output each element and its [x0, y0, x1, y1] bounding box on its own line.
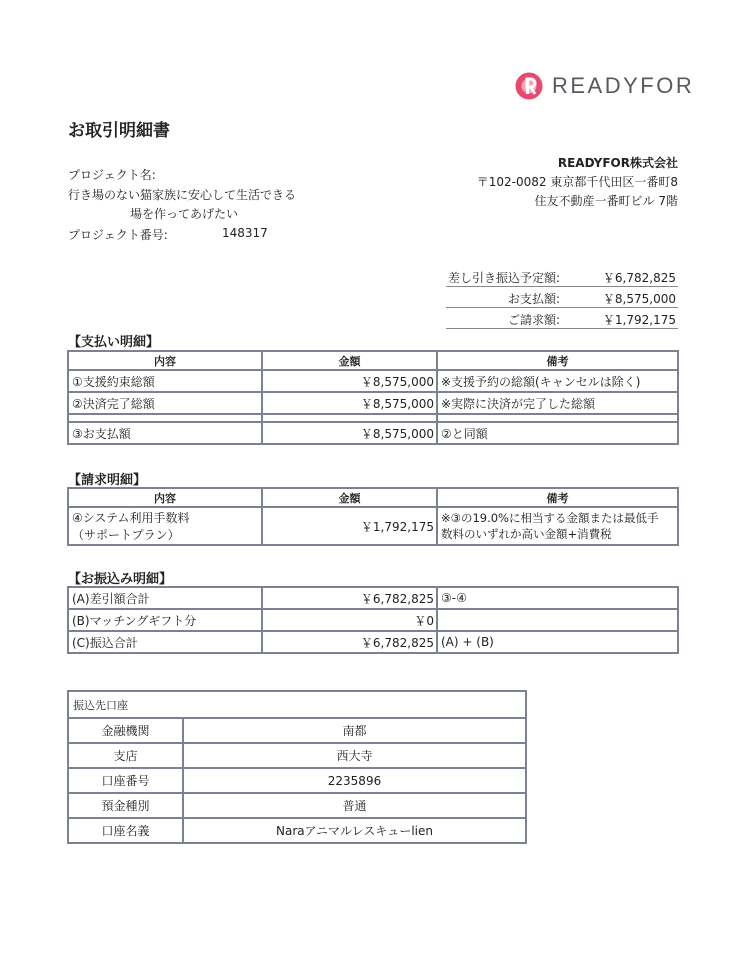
billing-section-title: 【請求明細】: [68, 473, 147, 488]
table-row: [68, 743, 526, 768]
item-cell: (C)振込合計: [68, 631, 262, 653]
amount-cell: ￥1,792,175: [262, 507, 437, 545]
column-header: 内容: [68, 488, 262, 507]
amount-cell: ￥8,575,000: [262, 370, 437, 392]
project-number-value: 148317: [222, 226, 268, 240]
item-cell: ①支援約束総額: [68, 370, 262, 392]
table-row: [68, 793, 526, 818]
page-title: お取引明細書: [68, 121, 170, 141]
billing-table: [67, 487, 679, 546]
payment-section-title: 【支払い明細】: [68, 335, 160, 350]
company-address-line1: 〒102-0082 東京都千代田区一番町8: [476, 175, 678, 189]
note-cell: ※支援予約の総額(キャンセルは除く): [437, 370, 678, 392]
bank-header-row: [68, 691, 526, 718]
item-line2: （サポートプラン）: [72, 528, 180, 542]
bank-table-title: 振込先口座: [68, 691, 526, 718]
note-line1: ※③の19.0%に相当する金額または最低手: [441, 511, 659, 525]
bank-value: 南都: [183, 718, 526, 743]
item-cell: ②決済完了総額: [68, 392, 262, 414]
project-name-line1: 行き場のない猫家族に安心して生活できる: [68, 188, 297, 202]
column-header: 金額: [262, 488, 437, 507]
summary-label: ご請求額:: [507, 313, 560, 327]
table-row: [68, 507, 678, 545]
summary-row: [446, 266, 678, 287]
summary-value: ￥6,782,825: [602, 271, 676, 285]
project-name-line2: 場を作ってあげたい: [130, 207, 239, 221]
column-header: 備考: [437, 488, 678, 507]
bank-label: 金融機関: [68, 718, 183, 743]
bank-value: 2235896: [183, 768, 526, 793]
summary-label: 差し引き振込予定額:: [447, 271, 560, 285]
item-line1: ④システム利用手数料: [72, 511, 190, 525]
transfer-table: [67, 586, 679, 654]
item-cell: (A)差引額合計: [68, 587, 262, 609]
amount-cell: ￥6,782,825: [262, 587, 437, 609]
spacer-row: [68, 414, 678, 422]
note-cell: [437, 507, 678, 545]
summary-row: [446, 287, 678, 308]
table-header-row: [68, 351, 678, 370]
item-cell: [68, 507, 262, 545]
table-row: [68, 631, 678, 653]
table-row: [68, 422, 678, 444]
logo-text: READYFOR: [552, 73, 695, 98]
company-name: READYFOR株式会社: [557, 156, 678, 170]
amount-cell: ￥8,575,000: [262, 392, 437, 414]
amount-cell: ￥6,782,825: [262, 631, 437, 653]
note-line2: 数料のいずれか高い金額+消費税: [441, 527, 612, 541]
bank-label: 預金種別: [68, 793, 183, 818]
table-row: [68, 392, 678, 414]
item-cell: ③お支払額: [68, 422, 262, 444]
amount-cell: ￥0: [262, 609, 437, 631]
note-cell: ②と同額: [437, 422, 678, 444]
table-row: [68, 587, 678, 609]
transfer-section-title: 【お振込み明細】: [68, 572, 173, 587]
company-address-line2: 住友不動産一番町ビル 7階: [534, 194, 678, 208]
column-header: 内容: [68, 351, 262, 370]
column-header: 金額: [262, 351, 437, 370]
note-cell: (A) + (B): [437, 631, 678, 653]
table-row: [68, 768, 526, 793]
item-cell: (B)マッチングギフト分: [68, 609, 262, 631]
summary-value: ￥8,575,000: [602, 292, 676, 306]
project-number-label: プロジェクト番号:: [68, 228, 168, 242]
payment-table: [67, 350, 679, 445]
summary-row: [446, 308, 678, 329]
summary-label: お支払額:: [507, 292, 560, 306]
note-cell: ※実際に決済が完了した総額: [437, 392, 678, 414]
amount-cell: ￥8,575,000: [262, 422, 437, 444]
readyfor-logo-icon: [514, 71, 544, 101]
table-header-row: [68, 488, 678, 507]
table-row: [68, 718, 526, 743]
project-name-label: プロジェクト名:: [68, 168, 156, 182]
bank-label: 口座名義: [68, 818, 183, 843]
table-row: [68, 370, 678, 392]
bank-label: 支店: [68, 743, 183, 768]
column-header: 備考: [437, 351, 678, 370]
bank-value: 普通: [183, 793, 526, 818]
summary-block: [446, 266, 678, 329]
bank-account-table: [67, 690, 527, 844]
summary-value: ￥1,792,175: [602, 313, 676, 327]
table-row: [68, 818, 526, 843]
bank-label: 口座番号: [68, 768, 183, 793]
note-cell: ③-④: [437, 587, 678, 609]
readyfor-logo: [514, 70, 694, 102]
bank-value: 西大寺: [183, 743, 526, 768]
bank-value: Naraアニマルレスキューlien: [183, 818, 526, 843]
note-cell: [437, 609, 678, 631]
table-row: [68, 609, 678, 631]
